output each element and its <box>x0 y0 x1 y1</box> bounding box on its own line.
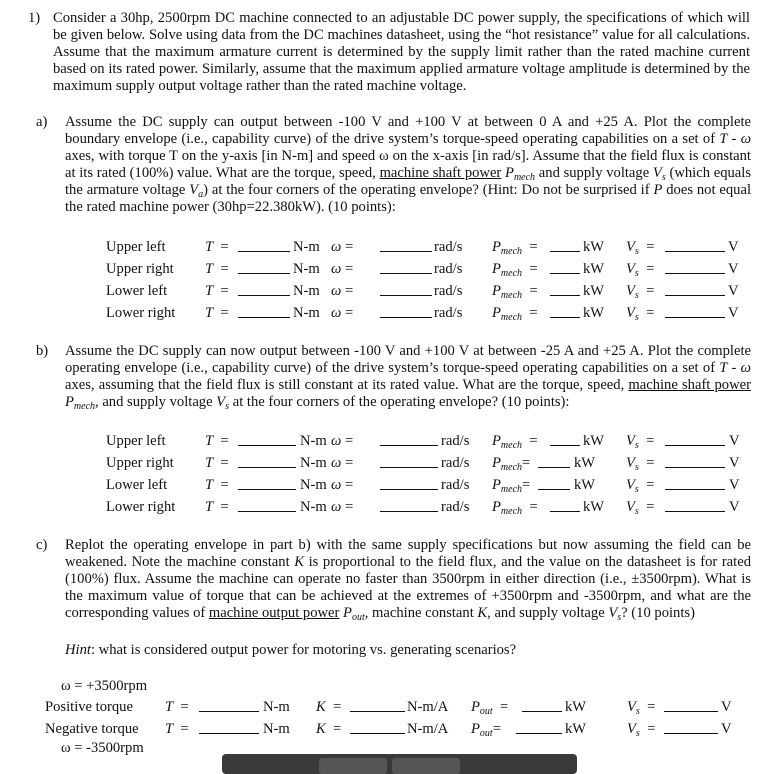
answer-text: V <box>728 261 739 277</box>
answer-text: ω <box>331 477 342 493</box>
answer-text: = <box>646 499 655 515</box>
part-a-text: Assume the DC supply can output between -100 V and +100 V at between 0 A and +25 A. Plot the complete boundary envelope (i.e., capability curve) of the drive system’s torque-speed operating capabilities on a set of T - ω axes, with torque T on the y-axis [in N-m] and speed ω on the x-axis [in rad/s]. Assume that the field flux is constant at its rated (100%) value. What are the torque, speed, machine shaft power $P_{mech}$ and supply voltage $V_s$ (which equals the armature voltage $V_a$) at the four corners of the operating envelope? (Hint: Do not be surprised if P does not equal the rated machine power (30hp=22.380kW). (10 points): <box>65 114 752 215</box>
answer-text: rad/s <box>434 283 463 299</box>
toolbar-button[interactable] <box>392 758 460 774</box>
answer-text: T <box>205 499 214 515</box>
answer-text: N-m <box>300 477 327 493</box>
answer-row <box>0 238 766 256</box>
answer-text: V <box>721 721 732 737</box>
answer-text: V <box>626 261 635 277</box>
answer-text: = <box>344 433 354 449</box>
answer-text: V <box>729 499 740 515</box>
torque-blank[interactable] <box>238 282 290 296</box>
voltage-blank[interactable] <box>665 476 725 490</box>
answer-text: kW <box>583 305 605 321</box>
answer-text: kW <box>565 699 587 715</box>
power-blank[interactable] <box>550 304 580 318</box>
part-c-hint: Hint: what is considered output power for motoring vs. generating scenarios? <box>65 642 517 658</box>
answer-text: ω <box>331 433 342 449</box>
answer-text <box>627 720 655 738</box>
answer-text: N-m <box>293 261 320 277</box>
answer-text: = <box>180 721 189 737</box>
answer-text <box>205 454 229 472</box>
answer-text: V <box>728 283 739 299</box>
answer-row <box>0 260 766 278</box>
answer-text <box>492 304 538 322</box>
answer-text: V <box>626 499 635 515</box>
answer-text: Upper left <box>106 239 166 255</box>
answer-text: V <box>626 305 635 321</box>
voltage-blank[interactable] <box>665 432 725 446</box>
answer-text: V <box>728 305 739 321</box>
answer-text: rad/s <box>441 477 470 493</box>
answer-text <box>626 476 654 494</box>
voltage-blank[interactable] <box>665 260 725 274</box>
answer-text: ω <box>331 283 342 299</box>
torque-blank[interactable] <box>238 238 290 252</box>
answer-text: = <box>646 239 655 255</box>
answer-text: kW <box>583 283 605 299</box>
answer-text: = <box>646 455 655 471</box>
answer-text: s <box>634 290 639 301</box>
answer-text: V <box>627 721 636 737</box>
answer-text: = <box>529 433 538 449</box>
answer-text: = <box>344 499 354 515</box>
answer-text: = <box>220 455 229 471</box>
part-c-text: Replot the operating envelope in part b) with the same supply specifications but now assuming the field can be weakened. Note the machine constant K is proportional to the field flux, and the value on the datasheet is for rated (100%) flux. Assume the machine can operate no faster than 3500rpm in either direction (i.e., ±3500rpm). What is the maximum value of torque that can be achieved at the extremes of +3500rpm and -3500rpm, and what are the corresponding values of machine output power $P_{out}$, machine constant K, and supply voltage $V_s$? (10 points) <box>65 537 751 623</box>
answer-text: kW <box>583 433 605 449</box>
answer-text <box>331 432 353 450</box>
speed-blank[interactable] <box>380 432 438 446</box>
answer-text <box>626 498 654 516</box>
answer-text: N-m <box>300 499 327 515</box>
power-blank[interactable] <box>516 720 562 734</box>
power-blank[interactable] <box>550 282 580 296</box>
answer-row <box>0 498 766 516</box>
voltage-blank[interactable] <box>665 282 725 296</box>
answer-text <box>626 238 654 256</box>
answer-text: K <box>316 699 326 715</box>
answer-text: = <box>344 477 354 493</box>
answer-text: V <box>729 477 740 493</box>
power-blank[interactable] <box>550 260 580 274</box>
speed-blank[interactable] <box>380 238 432 252</box>
answer-text: = <box>529 261 538 277</box>
answer-text: = <box>500 699 509 715</box>
answer-text: mech <box>500 484 523 495</box>
answer-text: Lower left <box>106 283 168 299</box>
answer-text <box>492 260 538 278</box>
answer-text <box>205 282 229 300</box>
answer-text: N-m <box>300 433 327 449</box>
answer-text: Lower right <box>106 305 176 321</box>
answer-text: N-m <box>300 455 327 471</box>
answer-text: = <box>646 261 655 277</box>
answer-text: ω <box>331 239 342 255</box>
torque-blank[interactable] <box>238 304 290 318</box>
torque-blank[interactable] <box>238 498 296 512</box>
answer-text: rad/s <box>434 305 463 321</box>
answer-text <box>331 260 353 278</box>
answer-text: N-m <box>263 721 290 737</box>
answer-text: kW <box>583 239 605 255</box>
answer-text: out <box>479 728 493 739</box>
answer-text: = <box>220 239 229 255</box>
answer-text: = <box>344 283 354 299</box>
answer-text: mech <box>500 290 523 301</box>
answer-text: = <box>220 261 229 277</box>
answer-text: N-m/A <box>407 699 449 715</box>
answer-text: T <box>205 283 214 299</box>
answer-text: Lower left <box>106 477 168 493</box>
answer-text: T <box>205 433 214 449</box>
answer-text: V <box>729 455 740 471</box>
answer-text: s <box>634 268 639 279</box>
answer-text: P <box>471 721 480 737</box>
answer-text: s <box>634 484 639 495</box>
k-blank[interactable] <box>350 720 405 734</box>
question-number: 1) <box>28 10 41 26</box>
answer-text: kW <box>565 721 587 737</box>
answer-text: kW <box>574 455 596 471</box>
answer-text: rad/s <box>434 261 463 277</box>
answer-text: mech <box>500 506 523 517</box>
answer-text: s <box>634 506 639 517</box>
answer-text: = <box>180 699 189 715</box>
answer-text: ω <box>331 261 342 277</box>
answer-text: rad/s <box>441 433 470 449</box>
answer-row <box>0 432 766 450</box>
answer-text: s <box>634 462 639 473</box>
torque-blank[interactable] <box>238 476 296 490</box>
answer-text <box>492 498 538 516</box>
answer-text <box>492 238 538 256</box>
answer-text: s <box>634 312 639 323</box>
answer-text: = <box>492 721 501 737</box>
answer-text <box>331 238 353 256</box>
question-text: Consider a 30hp, 2500rpm DC machine connected to an adjustable DC power supply, the specifications of which will be given below. Solve using data from the DC machines datasheet, using the “hot resistance” value for all calculations. Assume that the maximum armature current is determined by the supply limit rather than the rated machine current based on its rated power. Similarly, assume that the maximum applied armature voltage amplitude is determined by the maximum supply output voltage rather than the rated machine voltage. <box>53 10 750 94</box>
answer-text: mech <box>500 312 523 323</box>
answer-text: rad/s <box>441 455 470 471</box>
answer-text: s <box>635 728 640 739</box>
answer-text: V <box>626 283 635 299</box>
answer-text: s <box>635 706 640 717</box>
answer-text: Positive torque <box>45 699 133 715</box>
answer-text <box>626 432 654 450</box>
answer-text: Upper left <box>106 433 166 449</box>
answer-text: rad/s <box>434 239 463 255</box>
voltage-blank[interactable] <box>665 304 725 318</box>
answer-text: V <box>626 477 635 493</box>
answer-text: N-m <box>263 699 290 715</box>
answer-text: V <box>626 239 635 255</box>
answer-text <box>492 454 530 472</box>
answer-text: V <box>729 433 740 449</box>
answer-text <box>205 476 229 494</box>
answer-text: ω <box>331 305 342 321</box>
speed-blank[interactable] <box>380 498 438 512</box>
answer-row <box>0 282 766 300</box>
answer-text: mech <box>500 268 523 279</box>
part-c-label: c) <box>36 537 48 553</box>
answer-text: T <box>205 305 214 321</box>
answer-text: V <box>626 433 635 449</box>
answer-text: = <box>220 433 229 449</box>
answer-text: = <box>646 477 655 493</box>
answer-text <box>331 498 353 516</box>
answer-text: P <box>492 239 501 255</box>
part-b-text: Assume the DC supply can now output between -100 V and +100 V at between -25 A and +25 A. Plot the complete operating envelope (i.e., capability curve) of the drive system’s torque-speed operating capabilities on a set of T - ω axes, assuming that the field flux is still constant at its rated value. What are the torque, speed, machine shaft power $P_{mech}$, and supply voltage $V_s$ at the four corners of the operating envelope? (10 points): <box>65 343 751 412</box>
voltage-blank[interactable] <box>665 238 725 252</box>
answer-text: Negative torque <box>45 721 139 737</box>
answer-text <box>471 720 501 738</box>
answer-text: V <box>721 699 732 715</box>
answer-text <box>205 432 229 450</box>
answer-text: P <box>492 455 501 471</box>
answer-row <box>0 720 766 738</box>
answer-text: P <box>492 433 501 449</box>
answer-text: out <box>479 706 493 717</box>
answer-text: N-m <box>293 305 320 321</box>
speed-blank[interactable] <box>380 282 432 296</box>
voltage-blank[interactable] <box>664 720 718 734</box>
answer-text: Upper right <box>106 455 174 471</box>
answer-text: s <box>634 246 639 257</box>
answer-text: = <box>647 699 656 715</box>
omega-positive-label: ω = +3500rpm <box>61 678 148 694</box>
answer-text: = <box>344 239 354 255</box>
answer-text: T <box>205 239 214 255</box>
answer-text: N-m/A <box>407 721 449 737</box>
answer-text: T <box>165 721 174 737</box>
answer-text: = <box>522 477 531 493</box>
answer-text <box>205 304 229 322</box>
answer-text: = <box>646 283 655 299</box>
answer-text <box>492 432 538 450</box>
torque-blank[interactable] <box>238 260 290 274</box>
k-blank[interactable] <box>350 698 405 712</box>
answer-text: = <box>522 455 531 471</box>
answer-text: T <box>205 477 214 493</box>
answer-text: V <box>728 239 739 255</box>
power-blank[interactable] <box>538 476 570 490</box>
answer-text <box>165 698 189 716</box>
answer-text: = <box>529 283 538 299</box>
answer-text: ω <box>331 455 342 471</box>
answer-text <box>331 304 353 322</box>
answer-text <box>492 282 538 300</box>
answer-text <box>331 282 353 300</box>
power-blank[interactable] <box>550 432 580 446</box>
answer-text: T <box>205 455 214 471</box>
part-b-label: b) <box>36 343 49 359</box>
answer-text: = <box>333 721 342 737</box>
answer-text <box>316 698 341 716</box>
power-blank[interactable] <box>538 454 570 468</box>
answer-text: P <box>492 477 501 493</box>
answer-text: = <box>220 305 229 321</box>
answer-text: = <box>529 239 538 255</box>
answer-text <box>627 698 655 716</box>
speed-blank[interactable] <box>380 476 438 490</box>
answer-text: = <box>529 499 538 515</box>
answer-text: = <box>220 283 229 299</box>
answer-text: T <box>205 261 214 277</box>
answer-text: = <box>646 433 655 449</box>
torque-blank[interactable] <box>238 454 296 468</box>
floating-toolbar <box>222 754 577 774</box>
answer-text: = <box>646 305 655 321</box>
answer-text <box>205 498 229 516</box>
answer-text: N-m <box>293 239 320 255</box>
answer-text: = <box>344 261 354 277</box>
answer-text: mech <box>500 462 523 473</box>
toolbar-button[interactable] <box>319 758 387 774</box>
answer-text: = <box>647 721 656 737</box>
answer-text: mech <box>500 246 523 257</box>
speed-blank[interactable] <box>380 454 438 468</box>
voltage-blank[interactable] <box>664 698 718 712</box>
answer-text: = <box>333 699 342 715</box>
power-blank[interactable] <box>550 238 580 252</box>
answer-row <box>0 476 766 494</box>
answer-text: P <box>492 283 501 299</box>
answer-text: s <box>634 440 639 451</box>
answer-text: = <box>220 477 229 493</box>
answer-text <box>626 454 654 472</box>
answer-text: P <box>492 305 501 321</box>
answer-text: = <box>529 305 538 321</box>
answer-text: P <box>492 261 501 277</box>
answer-text: N-m <box>293 283 320 299</box>
answer-text: mech <box>500 440 523 451</box>
answer-text: P <box>492 499 501 515</box>
answer-text: rad/s <box>441 499 470 515</box>
answer-text <box>626 282 654 300</box>
answer-text <box>205 260 229 278</box>
answer-row <box>0 304 766 322</box>
answer-text: T <box>165 699 174 715</box>
torque-blank[interactable] <box>238 432 296 446</box>
answer-text: P <box>471 699 480 715</box>
part-a-label: a) <box>36 114 48 130</box>
speed-blank[interactable] <box>380 304 432 318</box>
torque-blank[interactable] <box>199 720 259 734</box>
answer-text <box>316 720 341 738</box>
answer-text: V <box>626 455 635 471</box>
answer-text: kW <box>574 477 596 493</box>
answer-text <box>492 476 530 494</box>
answer-text: = <box>344 455 354 471</box>
speed-blank[interactable] <box>380 260 432 274</box>
answer-text <box>471 698 508 716</box>
answer-row <box>0 698 766 716</box>
power-blank[interactable] <box>550 498 580 512</box>
answer-text: ω <box>331 499 342 515</box>
answer-text <box>165 720 189 738</box>
answer-text <box>626 260 654 278</box>
power-blank[interactable] <box>522 698 562 712</box>
answer-text: = <box>220 499 229 515</box>
answer-text <box>626 304 654 322</box>
omega-negative-label: ω = -3500rpm <box>61 740 144 756</box>
answer-text: kW <box>583 499 605 515</box>
answer-text <box>331 476 353 494</box>
answer-text: = <box>344 305 354 321</box>
voltage-blank[interactable] <box>665 498 725 512</box>
answer-text: kW <box>583 261 605 277</box>
answer-text <box>331 454 353 472</box>
answer-text: V <box>627 699 636 715</box>
answer-text <box>205 238 229 256</box>
answer-text: K <box>316 721 326 737</box>
answer-text: Upper right <box>106 261 174 277</box>
answer-row <box>0 454 766 472</box>
torque-blank[interactable] <box>199 698 259 712</box>
voltage-blank[interactable] <box>665 454 725 468</box>
answer-text: Lower right <box>106 499 176 515</box>
